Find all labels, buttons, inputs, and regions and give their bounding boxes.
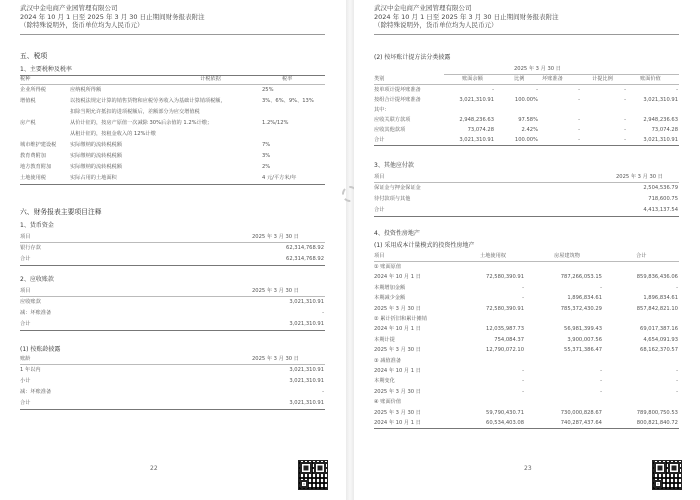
row-label: 合计 [374,207,385,213]
row-label: 保证金与押金保证金 [374,185,421,191]
tax-basis: 应纳税所得额 [70,87,102,93]
row-value: - [600,368,602,374]
table-rule [20,330,325,331]
table-rule [20,364,325,365]
row-label: 应收账款 [20,299,41,305]
row-value: 3,021,310.91 [459,97,494,103]
row-value: 73,074.28 [467,127,494,133]
row-value: 718,600.75 [648,196,678,202]
row-value: - [624,87,626,93]
table-rule [20,84,325,85]
row-value: 2.42% [521,127,538,133]
row-value: 3,900,007.56 [567,336,602,343]
row-value: - [624,127,626,133]
row-label: 2024 年 10 月 1 日 [374,274,421,281]
row-value: - [578,87,580,93]
row-value: 789,800,750.53 [636,409,678,416]
column-header: 比例 [514,76,525,82]
book-spine [346,0,354,500]
row-value: 62,314,768.92 [286,256,324,262]
row-label: 应收关联方款项 [374,117,411,123]
column-header: 项目 [20,234,31,240]
subsection-title: (1) 采用成本计量模式的投资性房地产 [374,242,475,249]
row-value: - [676,284,678,291]
tax-rate: 2% [262,164,271,170]
left-page [0,0,346,500]
row-value: - [624,97,626,103]
row-value: 730,000,828.67 [560,409,602,416]
row-label: 本期减少金额 [374,295,406,302]
subsection-title: 1、货币资金 [20,222,54,229]
row-value: 4,413,137.54 [643,207,678,213]
column-header: 账面价值 [640,76,661,82]
row-value: 56,981,399.43 [564,326,602,333]
tax-rate: 1.2%/12% [262,120,289,126]
row-label: 本期增加金额 [374,284,406,291]
row-label: ② 累计折旧和累计摊销 [374,316,427,322]
row-value: - [624,137,626,143]
table-rule [374,216,679,217]
row-value: 4,654,091.93 [643,336,678,343]
table-rule [374,84,679,85]
column-header: 税种 [20,76,31,82]
table-rule [374,261,679,262]
subsection-title: 1、主要税种及税率 [20,66,72,73]
table-rule [20,296,325,297]
row-value: - [536,87,538,93]
row-value: 69,017,387.16 [640,326,678,333]
column-header: 土地使用权 [480,253,506,259]
row-value: 59,790,430.71 [486,409,524,416]
table-rule [20,409,325,410]
row-label: 待付款项与其他 [374,196,411,202]
tax-basis: 从租计征的，按租金收入的 12%计缴 [70,131,156,137]
tax-rate: 4 元/平方米/年 [262,175,297,181]
column-header: 账面余额 [462,76,483,82]
page-header [374,4,559,30]
header-rule [20,34,325,35]
row-value: - [676,87,678,93]
row-label: 小计 [20,378,31,384]
row-value: - [578,137,580,143]
row-value: 754,084.37 [494,336,524,343]
row-value: 1,896,834.61 [643,295,678,302]
table-rule [374,428,679,429]
table-rule [374,182,679,183]
row-value: - [522,378,524,385]
row-label: 按单项计提坏账准备 [374,87,421,93]
row-value: 3,021,310.91 [289,400,324,406]
subsection-title: 3、其他应付款 [374,162,414,169]
table-rule [444,74,679,75]
page-header [20,4,205,30]
subsection-title: 2、应收账款 [20,276,54,283]
row-value: - [676,368,678,374]
report-period: 2024 年 10 月 1 日至 2025 年 3 月 30 日止期间财务报表附注 [374,12,559,21]
qr-code [652,460,682,490]
column-header: 类别 [374,76,385,82]
row-label: 本期计提 [374,336,395,343]
column-header: 2025 年 3 月 30 日 [252,356,299,362]
row-value: 800,821,840.72 [636,420,678,426]
row-value: - [522,284,524,291]
table-rule [20,242,325,243]
row-value: 3,021,310.91 [643,97,678,103]
row-value: 787,266,053.15 [560,274,602,281]
page-number: 23 [524,465,532,472]
row-value: 12,035,987.73 [486,326,524,333]
row-label: 减：坏账准备 [20,389,52,395]
row-value: - [522,388,524,395]
right-page [354,0,700,500]
row-label: 2024 年 10 月 1 日 [374,368,421,374]
header-rule [374,34,679,35]
row-value: 62,314,768.92 [286,245,324,251]
row-value: 859,836,436.06 [636,274,678,281]
row-label: 合计 [20,256,31,262]
column-header: 合计 [636,253,647,259]
row-label: 2025 年 3 月 30 日 [374,347,421,354]
row-value: - [322,389,324,395]
tax-name: 增值税 [20,98,36,104]
row-value: 60,534,403.08 [486,420,524,426]
row-value: 68,162,370.57 [640,347,678,354]
tax-basis: 扣除当期允许抵扣的进项税额后，差额部分为应交增值税 [70,109,200,115]
row-label: 减：坏账准备 [20,310,52,316]
row-value: 100.00% [514,137,538,143]
row-value: 2,948,236.63 [459,117,494,123]
section-title: 五、税项 [20,52,48,60]
subsection-title: 4、投资性房地产 [374,230,420,237]
tax-basis: 实际缴纳的流转税税额 [70,153,122,159]
row-value: - [578,97,580,103]
row-value: 12,790,072.10 [486,347,524,354]
subsection-title: (1) 按账龄披露 [20,346,61,353]
tax-basis: 以按税法规定计算的销售货物和应税劳务收入为基础计算销项税额， [70,98,226,104]
row-value: - [600,378,602,385]
qr-code [298,460,328,490]
row-label: 合计 [20,321,31,327]
tax-basis: 实际缴纳的流转税税额 [70,164,122,170]
table-rule [20,75,325,76]
tax-rate: 3% [262,153,271,159]
row-label: 合计 [20,400,31,406]
row-value: 3,021,310.91 [289,299,324,305]
column-header: 2025 年 3 月 30 日 [252,288,299,294]
row-value: 3,021,310.91 [289,367,324,373]
column-header: 税率 [282,76,293,82]
row-value: - [322,310,324,316]
tax-basis: 从价计征的，按房产原值一次减除 30%后余值的 1.2%计缴； [70,120,213,126]
row-value: 97.58% [518,117,538,123]
tax-name: 房产税 [20,120,36,126]
column-header: 项目 [374,253,385,259]
row-label: 本期变化 [374,378,395,385]
column-header: 项目 [20,288,31,294]
row-value: - [624,117,626,123]
row-label: 2025 年 3 月 30 日 [374,409,421,416]
row-label: 2024 年 10 月 1 日 [374,420,421,426]
row-label: ① 账面原值 [374,264,402,270]
row-value: - [676,378,678,385]
page-number: 22 [150,465,158,472]
row-label: 应收其他款项 [374,127,406,133]
row-value: - [522,295,524,302]
tax-name: 土地使用税 [20,175,46,181]
column-header: 房屋建筑物 [554,253,580,259]
row-label: ④ 账面价值 [374,399,402,406]
column-header: 计提比例 [592,76,613,82]
column-header: 坏账准备 [542,76,563,82]
row-value: 2,504,536.79 [643,185,678,191]
row-value: 72,580,390.91 [486,305,524,312]
row-label: 2025 年 3 月 30 日 [374,305,421,312]
company-name: 武汉中金电商产业园管理有限公司 [374,4,472,12]
row-value: 785,372,430.29 [560,305,602,312]
column-header: 2025 年 3 月 30 日 [616,174,663,180]
row-value: 100.00% [514,97,538,103]
row-value: 55,371,386.47 [564,347,602,354]
row-value: - [578,127,580,133]
row-label: 其中： [374,107,390,113]
tax-basis: 实际占用的土地面积 [70,175,117,181]
row-value: - [600,284,602,291]
tax-name: 地方教育附加 [20,164,52,170]
table-rule [20,265,325,266]
tax-rate: 3%、6%、9%、13% [262,98,314,104]
report-period: 2024 年 10 月 1 日至 2025 年 3 月 30 日止期间财务报表附注 [20,12,205,21]
tax-name: 教育费附加 [20,153,46,159]
row-value: - [492,87,494,93]
tax-rate: 7% [262,142,271,148]
tax-rate: 25% [262,87,274,93]
row-value: - [522,368,524,374]
row-label: 按组合计提坏账准备 [374,97,421,103]
company-name: 武汉中金电商产业园管理有限公司 [20,4,118,12]
row-label: 合计 [374,137,385,143]
column-header: 项目 [374,174,385,180]
row-value: 857,842,821.10 [636,305,678,312]
row-value: 72,580,390.91 [486,274,524,281]
column-header: 2025 年 3 月 30 日 [252,234,299,240]
tax-basis: 实际缴纳的流转税税额 [70,142,122,148]
column-header: 账龄 [20,356,31,362]
row-value: 3,021,310.91 [643,137,678,143]
row-label: 银行存款 [20,245,41,251]
row-value: 3,021,310.91 [289,321,324,327]
row-value: - [676,388,678,395]
row-value: - [578,117,580,123]
row-value: 73,074.28 [651,127,678,133]
currency-note: （除特殊说明外，货币单位均为人民币元） [20,21,144,29]
row-label: 2025 年 3 月 30 日 [374,388,421,395]
row-label: 2024 年 10 月 1 日 [374,326,421,333]
row-value: 3,021,310.91 [289,378,324,384]
row-value: - [600,388,602,395]
table-rule [20,184,325,185]
tax-name: 城市维护建设税 [20,142,57,148]
currency-note: （除特殊说明外，货币单位均为人民币元） [374,21,498,29]
column-header: 2025 年 3 月 30 日 [514,66,561,72]
column-header: 计税依据 [200,76,221,82]
row-value: 3,021,310.91 [459,137,494,143]
table-rule [374,145,679,146]
section-title: 六、财务报表主要项目注释 [20,208,102,216]
subsection-title: (2) 按坏账计提方法分类披露 [374,54,451,61]
row-value: 740,287,437.64 [560,420,602,426]
row-label: ③ 减值准备 [374,357,402,364]
tax-name: 企业所得税 [20,87,46,93]
row-value: 2,948,236.63 [643,117,678,123]
row-value: 1,896,834.61 [567,295,602,302]
row-label: 1 年以内 [20,367,41,373]
